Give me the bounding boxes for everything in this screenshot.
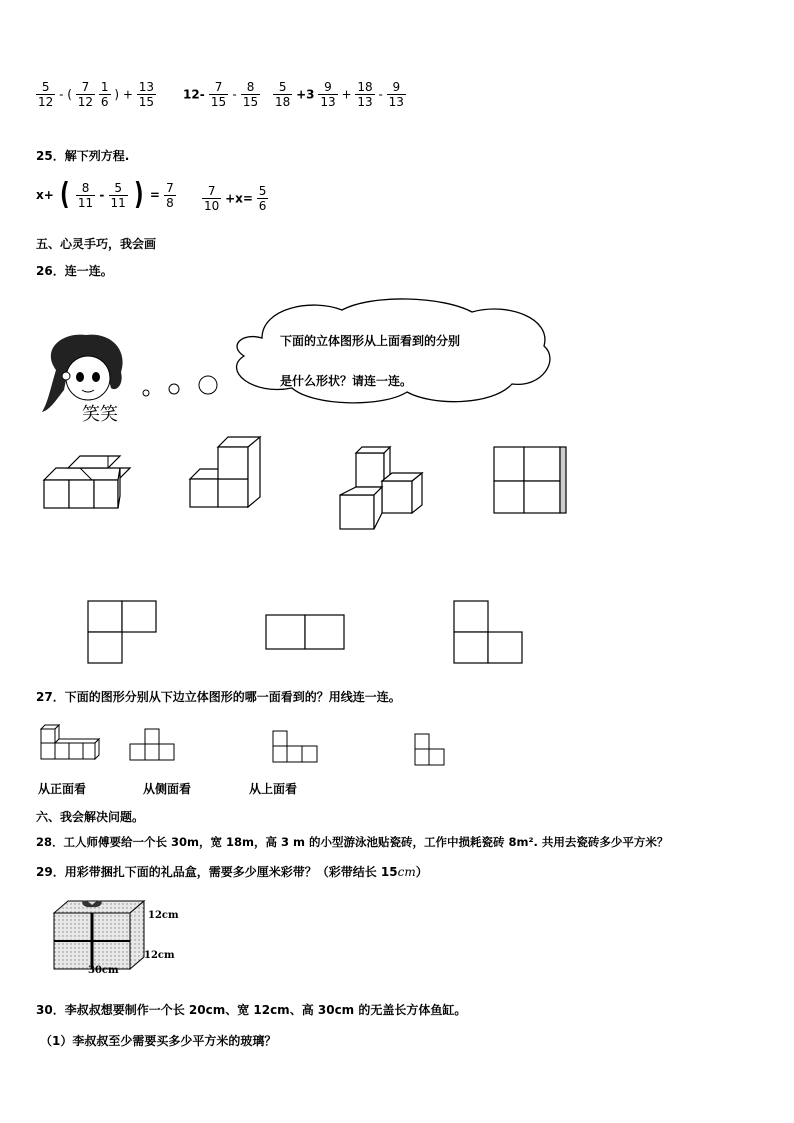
fraction: $\frac{5}{18}$ <box>275 80 291 109</box>
question-30: 30．李叔叔想要制作一个长 20cm、宽 12cm、高 30cm 的无盖长方体鱼缸。 <box>36 1003 467 1017</box>
fraction: $\frac{8}{11}$ <box>77 180 94 210</box>
fraction: $\frac{5}{11}$ <box>110 180 126 210</box>
q27-view-1 <box>129 728 179 764</box>
fraction: $\frac{9}{13}$ <box>320 80 336 109</box>
thought-bubbles <box>140 375 220 400</box>
question-25: 25．解下列方程. <box>36 149 130 163</box>
expression-3: $\frac{5}{18}$ +3 $\frac{9}{13}$ + $\frac{18}{13}$ - $\frac{9}{13}$ <box>275 80 404 109</box>
cloud-line-2: 是什么形状？请连一连。 <box>280 374 413 388</box>
fraction: $\frac{13}{15}$ <box>138 80 155 109</box>
fraction: $\frac{7}{15}$ <box>210 80 227 109</box>
solid-figure-1 <box>42 452 122 512</box>
top-view-2 <box>265 614 347 652</box>
box-length-label: 30cm <box>88 965 119 976</box>
right-paren: ) <box>134 177 144 212</box>
question-28: 28．工人师傅要给一个长 30m，宽 18m，高 3 m 的小型游泳池贴瓷砖，工作中损耗瓷砖 8m². 共用去瓷砖多少平方米？ <box>36 835 669 849</box>
fraction: $\frac{7}{12}$ <box>77 80 94 109</box>
expression-1: $\frac{5}{12}$ - ( $\frac{7}{12}$ $\frac{1}{6}$ ) + $\frac{13}{15}$ <box>38 80 155 109</box>
fraction: $\frac{7}{8}$ <box>166 180 174 210</box>
solid-figure-2 <box>188 435 268 510</box>
fraction: $\frac{18}{13}$ <box>357 80 373 109</box>
fraction: $\frac{1}{6}$ <box>100 80 109 109</box>
box-height-label: 12cm <box>148 910 179 921</box>
fraction: $\frac{7}{10}$ <box>204 184 220 213</box>
girl-name: 笑笑 <box>82 404 118 425</box>
q27-view-2 <box>272 730 322 766</box>
view-front-label: 从正面看 <box>38 782 87 796</box>
fraction: $\frac{8}{15}$ <box>242 80 259 109</box>
top-view-1 <box>87 600 159 666</box>
question-26: 26．连一连。 <box>36 264 113 278</box>
left-paren: ( <box>60 177 70 212</box>
speech-cloud <box>222 298 562 408</box>
box-width-label: 12cm <box>144 950 175 961</box>
q27-view-3 <box>414 733 450 769</box>
q27-solid <box>40 723 102 765</box>
top-view-3 <box>453 600 525 666</box>
section-6-title: 六、我会解决问题。 <box>36 810 145 824</box>
equation-1: x+ ( $\frac{8}{11}$ - $\frac{5}{11}$ ) = $\frac{7}{8}$ <box>36 177 174 212</box>
question-27: 27．下面的图形分别从下边立体图形的哪一面看到的？用线连一连。 <box>36 690 401 704</box>
solid-figure-4 <box>493 446 573 518</box>
expression-2: 12- $\frac{7}{15}$ - $\frac{8}{15}$ <box>183 80 259 109</box>
cloud-line-1: 下面的立体图形从上面看到的分别 <box>280 334 461 348</box>
equation-2: $\frac{7}{10}$ +x= $\frac{5}{6}$ <box>204 184 267 213</box>
section-5-title: 五、心灵手巧，我会画 <box>36 237 157 251</box>
question-29: 29．用彩带捆扎下面的礼品盒，需要多少厘米彩带？（彩带结长 15cm） <box>36 865 428 879</box>
solid-figure-3 <box>338 445 433 535</box>
question-30-1: （1）李叔叔至少需要买多少平方米的玻璃？ <box>40 1034 277 1048</box>
gift-box-illustration <box>50 895 150 975</box>
view-top-label: 从上面看 <box>249 782 298 796</box>
fraction: $\frac{5}{6}$ <box>258 184 267 213</box>
fraction: $\frac{5}{12}$ <box>38 80 54 109</box>
fraction: $\frac{9}{13}$ <box>388 80 404 109</box>
view-side-label: 从侧面看 <box>143 782 192 796</box>
